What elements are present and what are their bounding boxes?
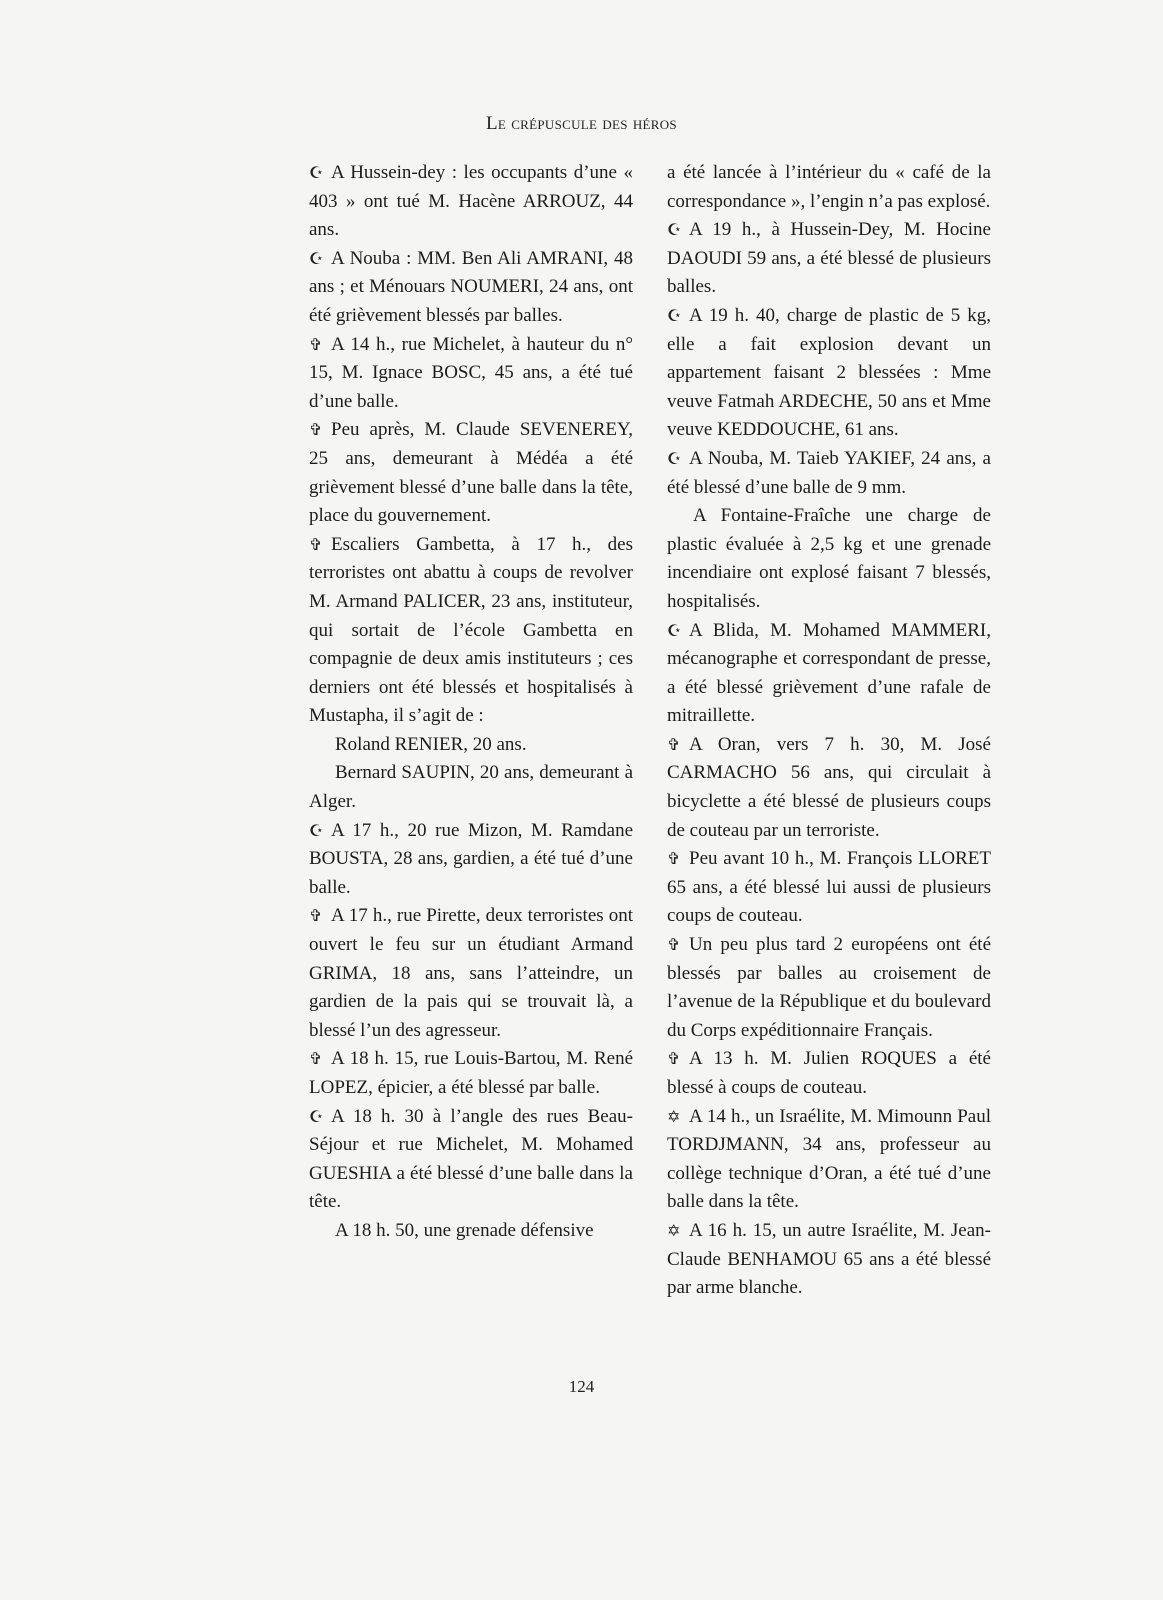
star-of-david-icon: ✡ <box>667 1220 681 1240</box>
cross-icon: ✞ <box>667 734 681 754</box>
entry-text: A 18 h. 50, une grenade défensive <box>335 1219 594 1241</box>
entry-paragraph <box>667 731 991 845</box>
entry-paragraph <box>667 931 991 1045</box>
crescent-icon: ☪ <box>667 220 682 240</box>
crescent-icon: ☪ <box>667 448 682 468</box>
entry-paragraph <box>667 216 991 302</box>
crescent-icon: ☪ <box>309 820 324 840</box>
entry-text: A 17 h., 20 rue Mizon, M. Ramdane BOUSTA, 28 ans, gardien, a été tué d’une balle. <box>309 819 633 898</box>
entry-paragraph <box>309 531 633 731</box>
entry-paragraph <box>309 245 633 331</box>
entry-text: A 14 h., rue Michelet, à hauteur du n° 15, M. Ignace BOSC, 45 ans, a été tué d’une balle. <box>309 333 633 412</box>
entry-paragraph <box>667 617 991 731</box>
cross-icon: ✞ <box>309 420 323 440</box>
cross-icon: ✞ <box>309 906 323 926</box>
entry-text: Un peu plus tard 2 européens ont été blessés par balles au croisement de l’avenue de la République et du boulevard du Corps expéditionnaire Français. <box>667 934 991 1041</box>
cross-icon: ✞ <box>309 334 323 354</box>
right-column <box>667 159 991 1303</box>
entry-text: Escaliers Gambetta, à 17 h., des terroristes ont abattu à coups de revolver M. Armand PALICER, 23 ans, instituteur, qui sortait de l’école Gambetta en compagnie de deux amis instituteurs ; ces derniers ont été blessés et hospitalisés à Mustapha, il s’agit de : <box>309 533 633 727</box>
entry-paragraph <box>667 1045 991 1102</box>
entry-text: A Blida, M. Mohamed MAMMERI, mécanographe et correspondant de presse, a été blessé grièvement d’une rafale de mitraillette. <box>667 619 991 727</box>
entry-paragraph <box>667 445 991 502</box>
entry-paragraph <box>309 1217 633 1246</box>
entry-text: A Nouba : MM. Ben Ali AMRANI, 48 ans ; et Ménouars NOUMERI, 24 ans, ont été grièvement blessés par balles. <box>309 247 633 326</box>
star-of-david-icon: ✡ <box>667 1106 681 1126</box>
entry-paragraph <box>667 502 991 616</box>
entry-text: Bernard SAUPIN, 20 ans, demeurant à Alger. <box>309 762 633 813</box>
entry-text: A Nouba, M. Taieb YAKIEF, 24 ans, a été blessé d’une balle de 9 mm. <box>667 447 991 498</box>
left-column <box>309 159 633 1246</box>
entry-paragraph <box>309 331 633 417</box>
entry-text: a été lancée à l’intérieur du « café de la correspondance », l’engin n’a pas explosé. <box>667 162 991 212</box>
entry-text: Peu avant 10 h., M. François LLORET 65 ans, a été blessé lui aussi de plusieurs coups de couteau. <box>667 848 991 927</box>
entry-paragraph <box>667 159 991 216</box>
crescent-icon: ☪ <box>309 248 324 268</box>
entry-paragraph <box>309 416 633 530</box>
entry-text: A Fontaine-Fraîche une charge de plastic évaluée à 2,5 kg et une grenade incendiaire ont explosé faisant 7 blessés, hospitalisés. <box>667 505 991 612</box>
entry-text: A Oran, vers 7 h. 30, M. José CARMACHO 56 ans, qui circulait à bicyclette a été blessé de plusieurs coups de couteau par un terroriste. <box>667 733 991 841</box>
entry-paragraph <box>309 1103 633 1217</box>
entry-paragraph <box>309 731 633 760</box>
running-header: Le crépuscule des héros <box>486 113 677 134</box>
crescent-icon: ☪ <box>667 305 682 325</box>
entry-paragraph <box>667 1217 991 1303</box>
entry-text: A 17 h., rue Pirette, deux terroristes ont ouvert le feu sur un étudiant Armand GRIMA, 18 ans, sans l’atteindre, un gardien de la pais qui se trouvait là, a blessé l’un des agresseur. <box>309 905 633 1041</box>
entry-text: A 19 h. 40, charge de plastic de 5 kg, elle a fait explosion devant un appartement faisant 2 blessées : Mme veuve Fatmah ARDECHE, 50 ans et Mme veuve KEDDOUCHE, 61 ans. <box>667 304 991 441</box>
cross-icon: ✞ <box>667 849 681 869</box>
cross-icon: ✞ <box>309 534 323 554</box>
entry-paragraph <box>667 845 991 931</box>
entry-text: A 19 h., à Hussein-Dey, M. Hocine DAOUDI 59 ans, a été blessé de plusieurs balles. <box>667 219 991 298</box>
page-number: 124 <box>568 1377 595 1396</box>
entry-text: Peu après, M. Claude SEVENEREY, 25 ans, demeurant à Médéa a été grièvement blessé d’une balle dans la tête, place du gouvernement. <box>309 419 633 527</box>
entry-paragraph <box>667 1103 991 1217</box>
entry-paragraph <box>309 902 633 1045</box>
entry-text: A 16 h. 15, un autre Israélite, M. Jean-Claude BENHAMOU 65 ans a été blessé par arme blanche. <box>667 1219 991 1299</box>
entry-paragraph <box>309 159 633 245</box>
entry-text: A 13 h. M. Julien ROQUES a été blessé à coups de couteau. <box>667 1048 991 1098</box>
entry-text: A Hussein-dey : les occupants d’une « 403 » ont tué M. Hacène ARROUZ, 44 ans. <box>309 162 633 241</box>
cross-icon: ✞ <box>667 935 681 955</box>
entry-text: Roland RENIER, 20 ans. <box>335 733 527 755</box>
entry-paragraph <box>309 759 633 816</box>
cross-icon: ✞ <box>667 1049 681 1069</box>
cross-icon: ✞ <box>309 1049 323 1069</box>
entry-text: A 18 h. 30 à l’angle des rues Beau-Séjour et rue Michelet, M. Mohamed GUESHIA a été blessé d’une balle dans la tête. <box>309 1105 633 1213</box>
crescent-icon: ☪ <box>309 163 324 182</box>
entry-paragraph <box>309 817 633 903</box>
crescent-icon: ☪ <box>309 1106 324 1126</box>
entry-text: A 14 h., un Israélite, M. Mimounn Paul TORDJMANN, 34 ans, professeur au collège technique d’Oran, a été tué d’une balle dans la tête. <box>667 1105 991 1213</box>
crescent-icon: ☪ <box>667 620 682 640</box>
entry-paragraph <box>667 302 991 445</box>
entry-paragraph <box>309 1045 633 1102</box>
entry-text: A 18 h. 15, rue Louis-Bartou, M. René LOPEZ, épicier, a été blessé par balle. <box>309 1048 633 1098</box>
